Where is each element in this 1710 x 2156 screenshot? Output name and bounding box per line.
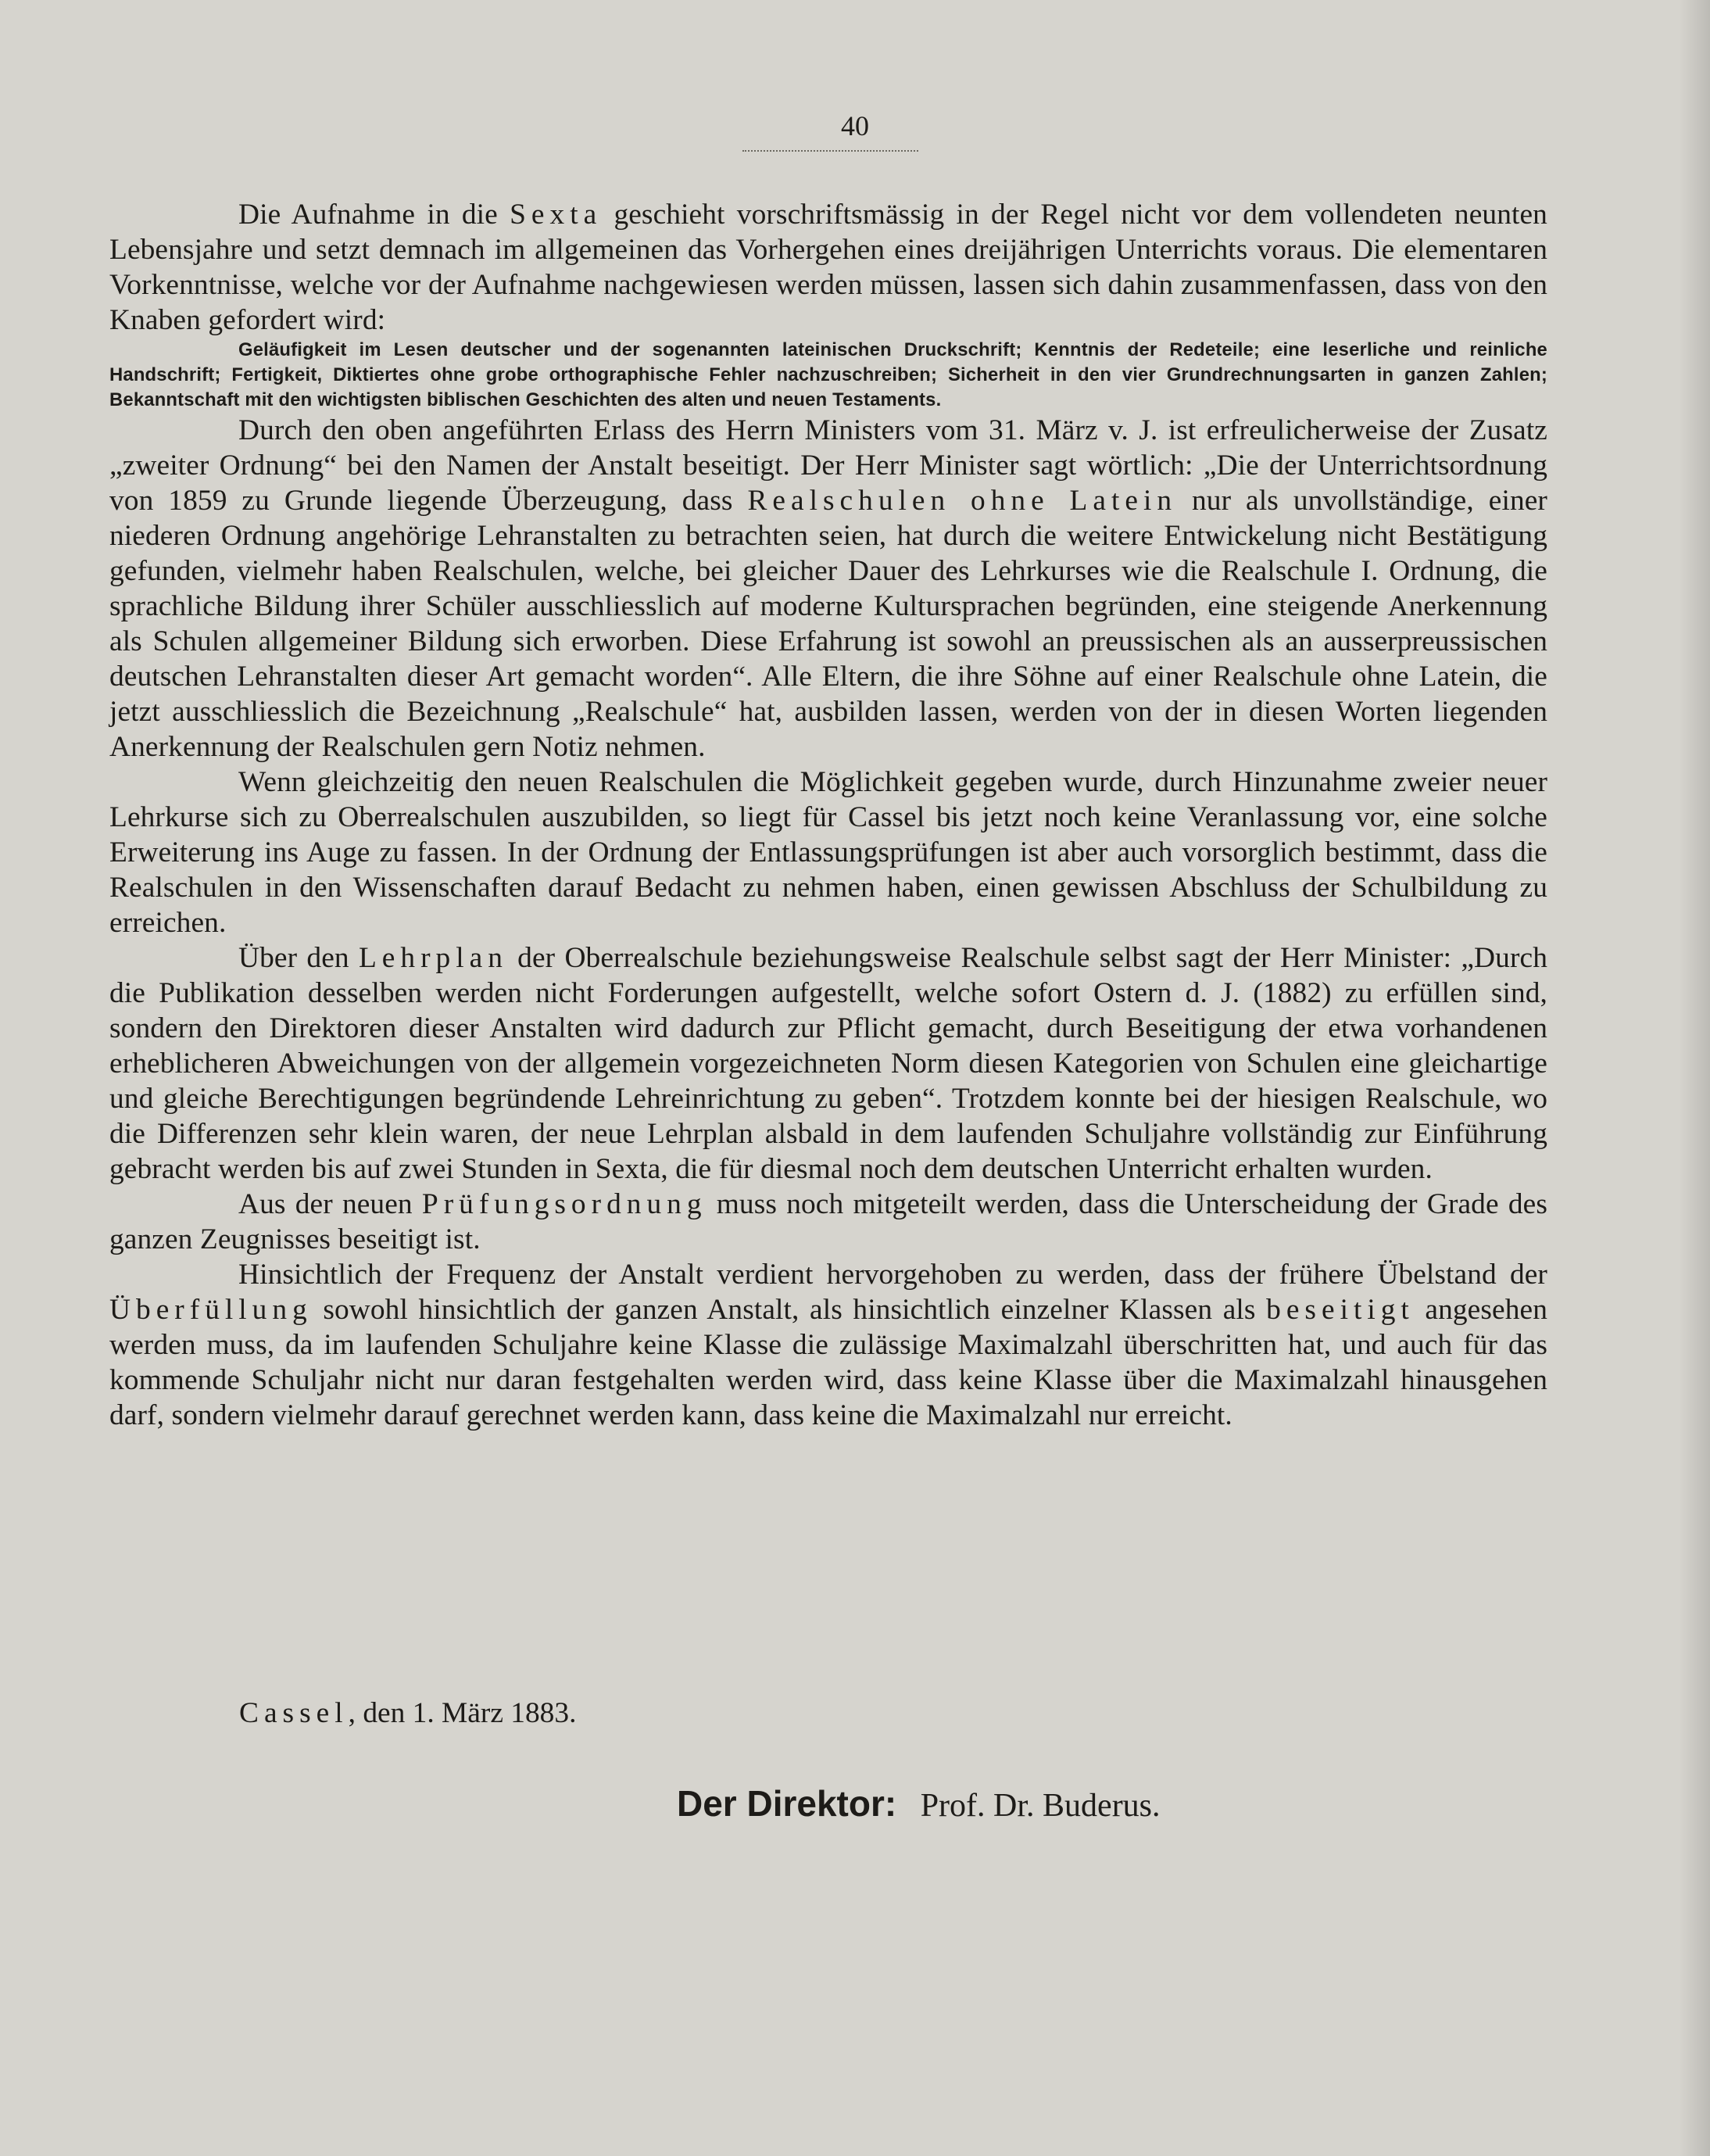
- text-segment: Hinsichtlich der Frequenz der Anstalt verdient hervorgehoben zu werden, dass der frühere Übelstand der: [238, 1259, 1547, 1291]
- text-segment: Geläufigkeit im Lesen deutscher und der sogenannten lateinischen Druckschrift; Kenntnis der Redeteile; eine leserliche und reinliche Handschrift; Fertigkeit, Diktiertes ohne grobe orthographische Fehler nachzuschreiben; Sicherheit in den vier Grundrechnungsarten in ganzen Zahlen; Bekanntschaft mit den wichtigsten biblischen Geschichten des alten und neuen Testaments.: [109, 339, 1547, 410]
- page-number-ornament: [742, 150, 918, 152]
- requirements-paragraph: [109, 338, 1547, 413]
- text-segment: geschieht vorschriftsmässig in der Regel nicht vor dem vollendeten neunten Lebensjahre und setzt demnach im allgemeinen das Vorhergehen eines dreijährigen Unterrichts voraus. Die elementaren Vorkenntnisse, welche vor der Aufnahme nachgewiesen werden müssen, lassen sich dahin zusammenfassen, dass von den Knaben gefordert wird:: [109, 199, 1547, 336]
- signature-name: Prof. Dr. Buderus.: [920, 1788, 1161, 1824]
- text-segment: der Oberrealschule beziehungsweise Realschule selbst sagt der Herr Minister: „Durch die Publikation desselben werden nicht Forderungen aufgestellt, welche sofort Ostern d. J. (1882) zu erfüllen sind, sondern den Direktoren dieser Anstalten wird dadurch zur Pflicht gemacht, durch Beseitigung der etwa vorhandenen erheblicheren Abweichungen von der allgemein vorgezeichneten Norm diesen Kategorien von Schulen eine gleichartige und gleiche Berechtigungen begründende Lehreinrichtung zu geben“. Trotzdem konnte bei der hiesigen Realschule, wo die Differenzen sehr klein waren, der neue Lehrplan alsbald in dem laufenden Schuljahre vollständig zur Einführung gebracht werden bis auf zwei Stunden in Sexta, die für diesmal noch dem deutschen Unterricht erhalten wurden.: [109, 942, 1547, 1185]
- emphasized-term: Sexta: [510, 199, 603, 231]
- text-segment: muss noch mitgeteilt werden, dass die Unterscheidung der Grade des ganzen Zeugnisses beseitigt ist.: [109, 1188, 1547, 1255]
- text-segment: Aus der neuen: [238, 1188, 422, 1220]
- text-segment: Über den: [238, 942, 359, 974]
- body-paragraph: [109, 765, 1547, 940]
- emphasized-term: Realschulen ohne Latein: [747, 485, 1178, 517]
- body-paragraph: [109, 1257, 1547, 1433]
- signature: [677, 1782, 1161, 1825]
- date-line: [239, 1696, 576, 1730]
- text-segment: Die Aufnahme in die: [238, 199, 510, 231]
- body-paragraph: [109, 940, 1547, 1187]
- body-paragraph: [109, 197, 1547, 338]
- emphasized-term: beseitigt: [1266, 1294, 1415, 1326]
- date-text: , den 1. März 1883.: [348, 1697, 577, 1729]
- page-edge-shadow: [1679, 0, 1710, 2156]
- page-number: 40: [841, 110, 869, 141]
- body-paragraph: [109, 413, 1547, 765]
- document-body: [109, 197, 1547, 1433]
- text-segment: nur als unvollständige, einer niederen Ordnung angehörige Lehranstalten zu betrachten seien, hat durch die weitere Entwickelung nicht Bestätigung gefunden, vielmehr haben Realschulen, welche, bei gleicher Dauer des Lehrkurses wie die Realschule I. Ordnung, die sprachliche Bildung ihrer Schüler ausschliesslich auf moderne Kultursprachen begründen, eine steigende Anerkennung als Schulen allgemeiner Bildung sich erworben. Diese Erfahrung ist sowohl an preussischen als an ausserpreussischen deutschen Lehranstalten dieser Art gemacht worden“. Alle Eltern, die ihre Söhne auf einer Realschule ohne Latein, die jetzt ausschliesslich die Bezeichnung „Realschule“ hat, ausbilden lassen, werden von der in diesen Worten liegenden Anerkennung der Realschulen gern Notiz nehmen.: [109, 485, 1547, 763]
- emphasized-term: Überfüllung: [109, 1294, 313, 1326]
- body-paragraph: [109, 1187, 1547, 1257]
- emphasized-term: Prüfungsordnung: [421, 1188, 707, 1220]
- text-segment: angesehen werden muss, da im laufenden Schuljahre keine Klasse die zulässige Maximalzahl überschritten hat, und auch für das kommende Schuljahr nicht nur daran festgehalten werden wird, dass keine Klasse über die Maximalzahl hinausgehen darf, sondern vielmehr darauf gerechnet werden kann, dass keine die Maximalzahl nur erreicht.: [109, 1294, 1547, 1431]
- emphasized-term: Lehrplan: [358, 942, 508, 974]
- text-segment: Wenn gleichzeitig den neuen Realschulen die Möglichkeit gegeben wurde, durch Hinzunahme zweier neuer Lehrkurse sich zu Oberrealschulen auszubilden, so liegt für Cassel bis jetzt noch keine Veranlassung vor, eine solche Erweiterung ins Auge zu fassen. In der Ordnung der Entlassungsprüfungen ist aber auch vorsorglich bestimmt, dass die Realschulen in den Wissenschaften darauf Bedacht zu nehmen haben, einen gewissen Abschluss der Schulbildung zu erreichen.: [109, 766, 1547, 939]
- text-segment: Durch den oben angeführten Erlass des Herrn Ministers vom 31. März v. J. ist erfreulicherweise der Zusatz „zweiter Ordnung“ bei den Namen der Anstalt beseitigt. Der Herr Minister sagt wörtlich: „Die der Unterrichtsordnung von 1859 zu Grunde liegende Überzeugung, dass: [109, 414, 1547, 517]
- signature-title: Der Direktor:: [677, 1783, 897, 1824]
- date-place: Cassel: [239, 1697, 349, 1729]
- text-segment: sowohl hinsichtlich der ganzen Anstalt, als hinsichtlich einzelner Klassen als: [312, 1294, 1267, 1326]
